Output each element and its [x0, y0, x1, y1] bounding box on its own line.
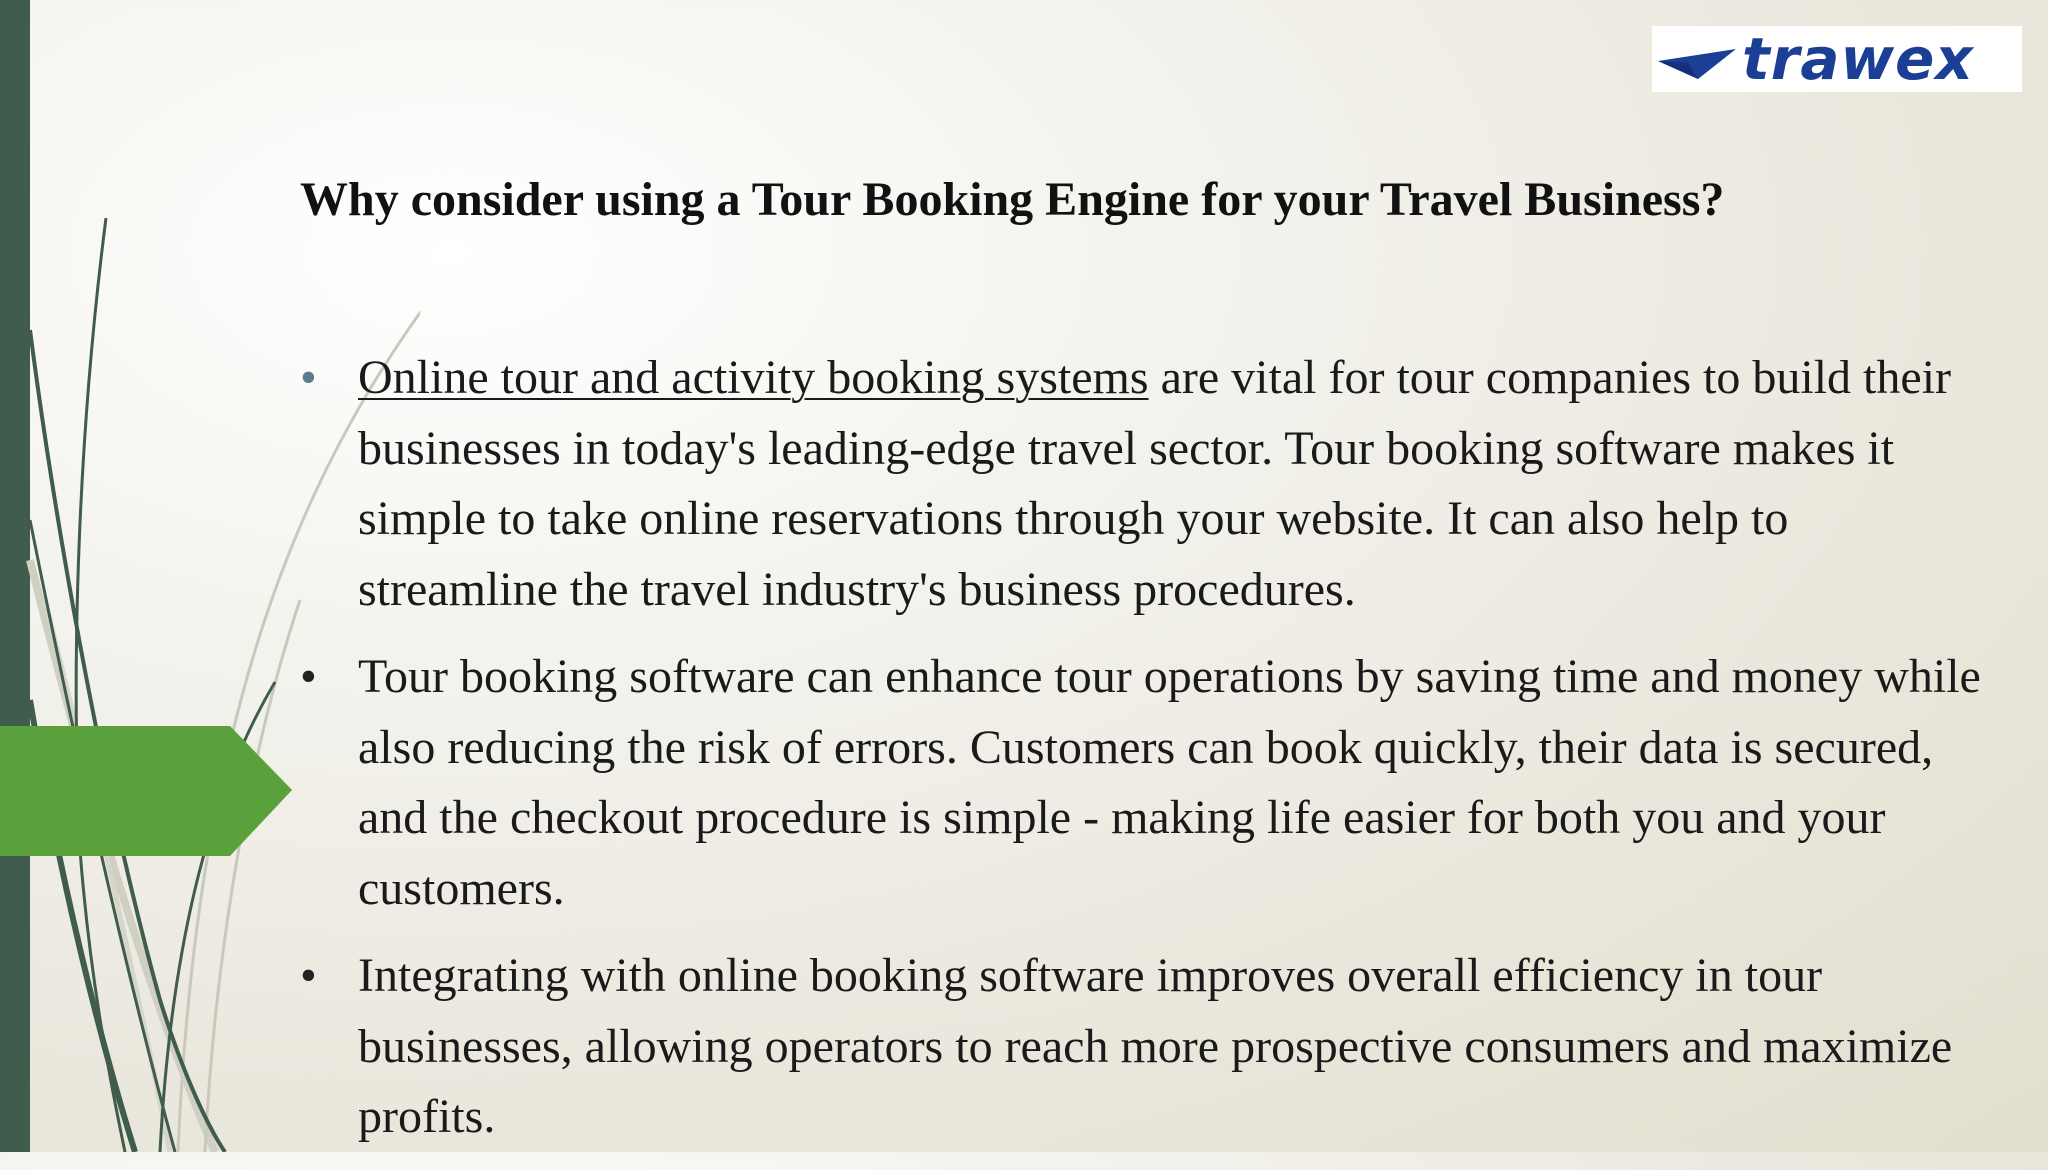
dark-stroke: [76, 218, 125, 1152]
bullet-item: [300, 642, 2000, 924]
arrow-wing-icon: [1658, 39, 1736, 79]
bullet-item: [300, 343, 2000, 625]
slide-title: Why consider using a Tour Booking Engine for your Travel Business?: [300, 173, 1725, 226]
bullet-text: Integrating with online booking software improves overall efficiency in tour businesses, allowing operators to reach more prospective consumers and maximize profits.: [358, 949, 1953, 1143]
bullet-marker: •: [300, 949, 317, 1002]
arrow-tab-shape: [0, 726, 292, 856]
bullet-item: [300, 941, 2000, 1153]
bullet-text: are vital for tour companies to build their businesses in today's leading-edge travel sector. Tour booking software makes it simple to take online reservations through your website. It can also help to streamline the travel industry's business procedures.: [358, 351, 1952, 616]
booking-systems-link[interactable]: Online tour and activity booking systems: [358, 351, 1149, 404]
bullet-marker: •: [300, 351, 317, 404]
bullet-marker: •: [300, 650, 317, 703]
light-stroke: [205, 600, 300, 1152]
bullet-list: [300, 343, 2000, 1170]
trawex-logo: [1652, 26, 2022, 92]
logo-text: trawex: [1742, 25, 1974, 93]
bullet-text: Tour booking software can enhance tour operations by saving time and money while also reducing the risk of errors. Customers can book quickly, their data is secured, and the checkout procedure is simple - making life easier for both you and your customers.: [358, 650, 1981, 915]
